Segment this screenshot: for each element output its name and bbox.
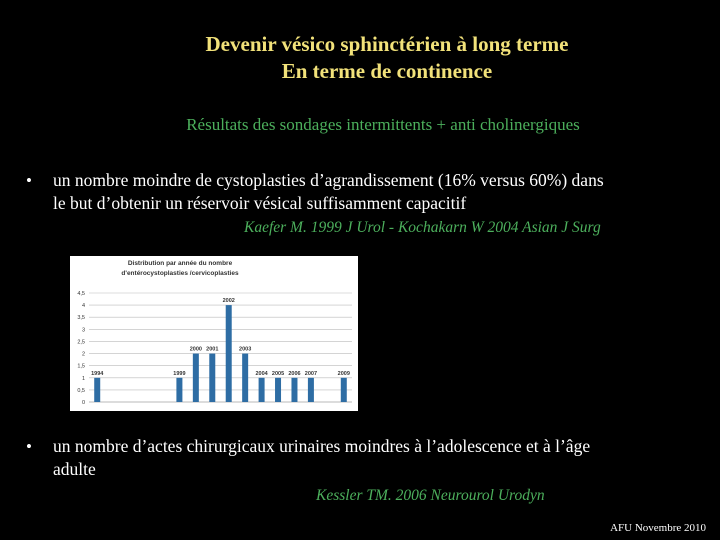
bar-label-2002: 2002 xyxy=(222,298,235,305)
bullet-1-line1: un nombre moindre de cystoplasties d’agrandissement (16% versus 60%) dans xyxy=(53,170,604,190)
bar-2001 xyxy=(209,354,215,402)
y-tick-label: 4 xyxy=(81,303,85,310)
bullet-2-line1: un nombre d’actes chirurgicaux urinaires moindres à l’adolescence et à l’âge xyxy=(53,436,591,456)
y-tick-label: 0 xyxy=(81,400,85,406)
bar-label-2001: 2001 xyxy=(206,346,219,353)
y-tick-label: 1,5 xyxy=(77,363,85,370)
y-tick-label: 1 xyxy=(81,375,85,382)
bullet-text-2 xyxy=(53,435,693,481)
bar-label-2006: 2006 xyxy=(288,370,301,377)
bar-2006 xyxy=(291,378,297,402)
footer-text: AFU Novembre 2010 xyxy=(610,522,706,534)
bar-label-2000: 2000 xyxy=(189,346,202,353)
bar-2002 xyxy=(226,305,232,402)
bullet-1-line2: le but d’obtenir un réservoir vésical suffisamment capacitif xyxy=(53,193,467,213)
y-tick-label: 4,5 xyxy=(77,291,85,297)
bar-2009 xyxy=(341,378,347,402)
bar-chart xyxy=(70,256,358,411)
bar-2000 xyxy=(193,354,199,402)
bar-label-1994: 1994 xyxy=(91,370,104,377)
bar-label-2007: 2007 xyxy=(304,370,318,377)
bar-2003 xyxy=(242,354,248,402)
bullet-2-line2: adulte xyxy=(53,459,96,479)
y-tick-label: 0,5 xyxy=(77,387,85,394)
bar-label-2004: 2004 xyxy=(255,370,268,377)
slide-title-line2: En terme de continence xyxy=(281,59,493,83)
chart-title-line2: d'entérocystoplasties /cervicoplasties xyxy=(121,270,239,277)
bar-2004 xyxy=(259,378,265,402)
bullet-text-1 xyxy=(53,169,693,215)
bullet-marker-1: • xyxy=(26,171,32,190)
y-tick-label: 2,5 xyxy=(77,339,85,346)
bar-label-1999: 1999 xyxy=(173,370,186,377)
chart-title-line1: Distribution par année du nombre xyxy=(127,260,233,267)
y-tick-label: 3 xyxy=(81,327,85,334)
bar-2007 xyxy=(308,378,314,402)
bullet-marker-2: • xyxy=(26,437,32,456)
bar-label-2005: 2005 xyxy=(271,370,285,377)
citation-1: Kaefer M. 1999 J Urol - Kochakarn W 2004 Asian J Surg xyxy=(244,219,601,236)
chart-plot xyxy=(70,256,358,411)
bar-1999 xyxy=(176,378,182,402)
bar-1994 xyxy=(94,378,100,402)
slide-subtitle: Résultats des sondages intermittents + anti cholinergiques xyxy=(186,115,580,134)
y-tick-label: 3,5 xyxy=(77,315,85,322)
bar-label-2003: 2003 xyxy=(239,346,252,353)
bar-label-2009: 2009 xyxy=(337,370,350,377)
y-tick-label: 2 xyxy=(81,351,85,358)
citation-2: Kessler TM. 2006 Neurourol Urodyn xyxy=(316,487,545,504)
bar-2005 xyxy=(275,378,281,402)
slide-title-line1: Devenir vésico sphinctérien à long terme xyxy=(205,32,569,56)
